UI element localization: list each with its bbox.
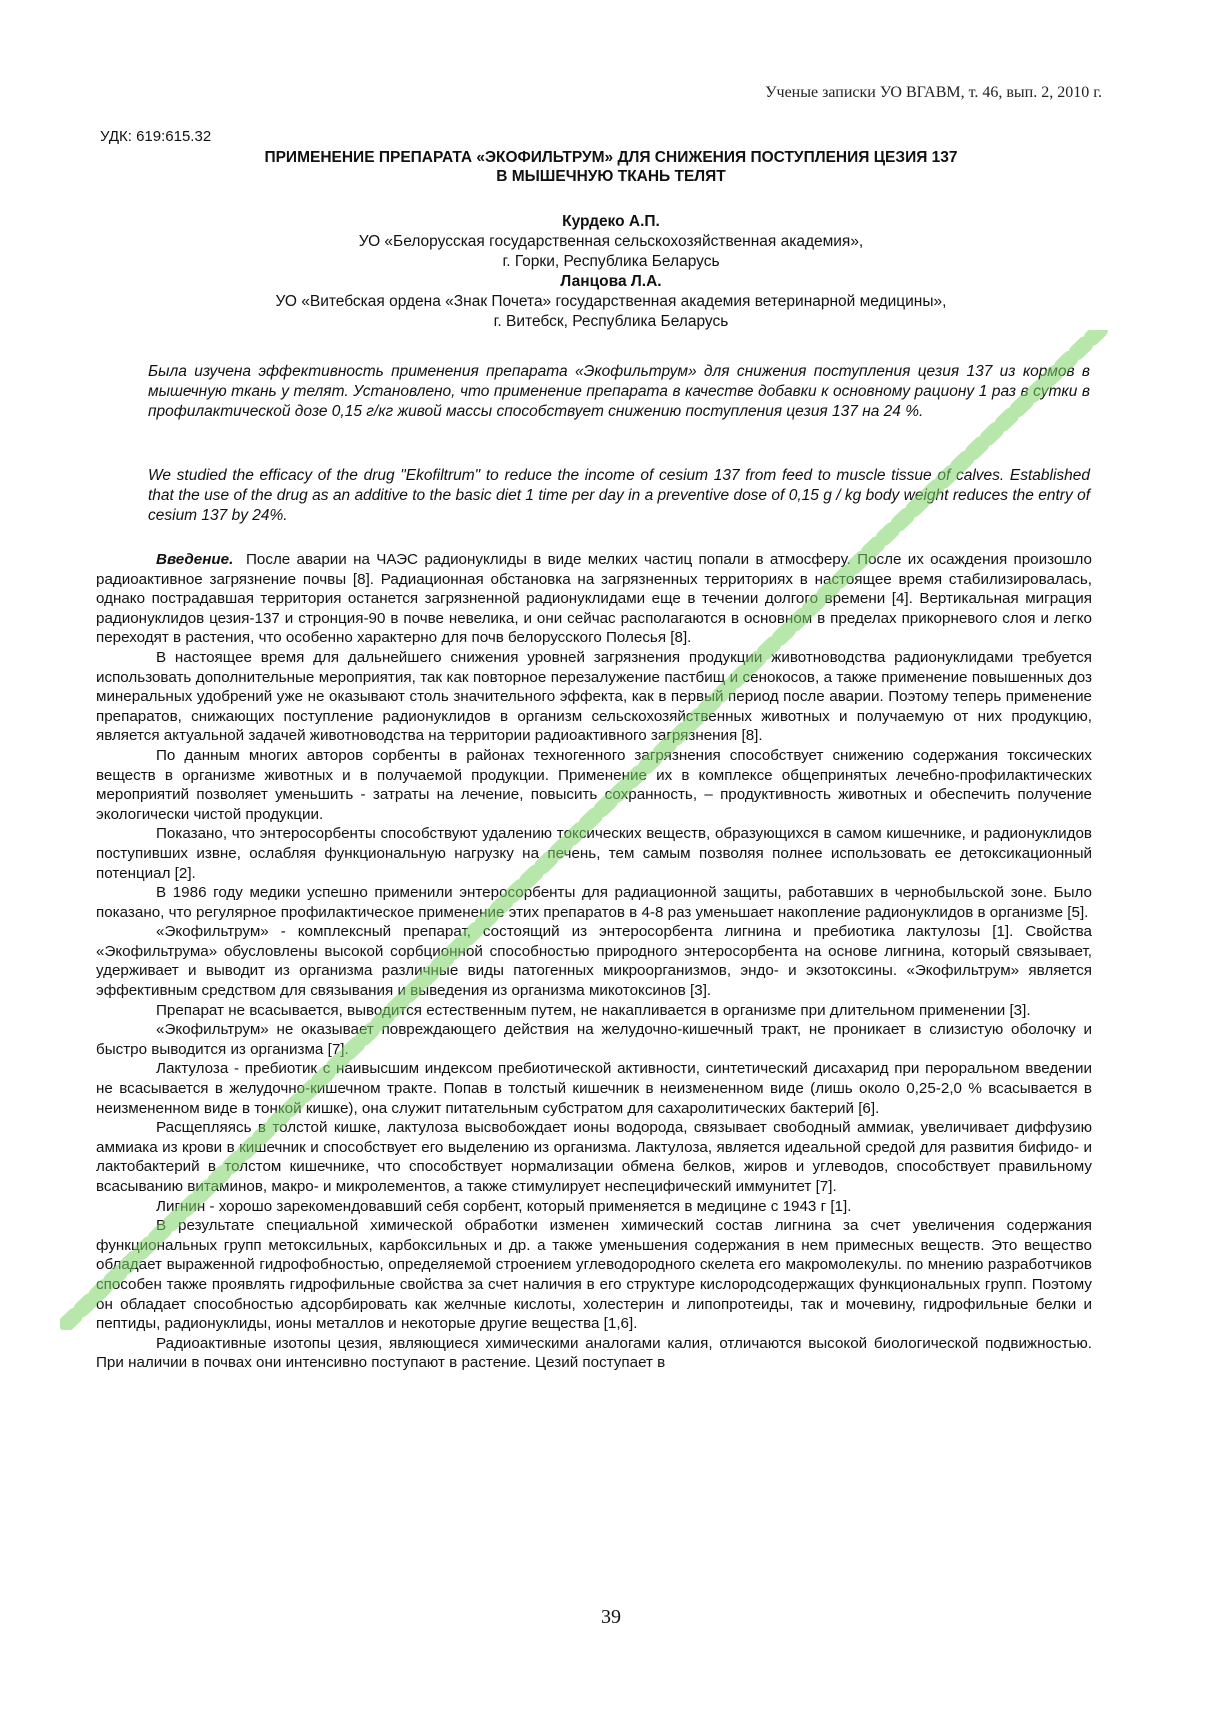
watermark-dash [67, 1316, 75, 1324]
paragraph: Лактулоза - пребиотик с наивысшим индексом пребиотической активности, синтетический дисахарид при пероральном введении не всасывается в желудочно-кишечном тракте. Попав в толстый кишечник в неизмененном виде (лишь около 0,25-2,0 % всасывается в неизмененном виде в тонкой кишке), она служит питательным субстратом для сахаролитических бактерий [6]. [96, 1060, 1092, 1117]
intro-heading: Введение. [156, 551, 234, 568]
author-name: Курдеко А.П. [562, 213, 660, 230]
paragraph: В результате специальной химической обработки изменен химический состав лигнина за счет увеличения содержания функциональных групп метоксильных, карбоксильных и др. а также уменьшения содержания в нем примесных веществ. Это вещество обладает выраженной гидрофобностью, определяемой строением углеводородного скелета его макромолекулы. по мнению разработчиков способен также проявлять гидрофильные свойства за счет наличия в его структуре кислородсодержащих функциональных групп. Поэтому он обладает способностью адсорбировать как желчные кислоты, холестерин и липопротеиды, так и мочевину, гидрофильные белки и пептиды, радионуклиды, ионы металлов и некоторые другие вещества [1,6]. [96, 1217, 1092, 1333]
paragraph-text: После аварии на ЧАЭС радионуклиды в виде мелких частиц попали в атмосферу. После их осаждения произошло радиоактивное загрязнение почвы [8]. Радиационная обстановка на загрязненных территориях в настоящее время стабилизировалась, однако пострадавшая территория останется загрязненной радионуклидами еще в течении долгого времени [4]. Вертикальная миграция радионуклидов цезия-137 и стронция-90 в почве невелика, и они сейчас располагаются в основном в пределах прикорневого слоя и легко переходят в растения, что особенно характерно для почв белорусского Полесья [8]. [96, 551, 1092, 647]
watermark-dash [1077, 344, 1085, 352]
title-line-2: В МЫШЕЧНУЮ ТКАНЬ ТЕЛЯТ [496, 168, 726, 185]
paragraph: Расщепляясь в толстой кишке, лактулоза высвобождает ионы водорода, связывает свободный аммиак, увеличивает диффузию аммиака из крови в кишечник и способствует его выделению из организма. Лактулоза, является идеальной средой для развития бифидо- и лактобактерий в толстом кишечнике, что способствует нормализации обмена белков, жиров и углеводов, способствует правильному всасыванию витаминов, макро- и микролементов, а также стимулирует неспецифический иммунитет [7]. [96, 1119, 1092, 1195]
author-location: г. Горки, Республика Беларусь [502, 253, 720, 270]
paragraph: По данным многих авторов сорбенты в районах техногенного загрязнения способствует снижению содержания токсических веществ в организме животных и в получаемой продукции. Применение их в комплексе общепринятых лечебно-профилактических мероприятий позволяет уменьшить - затраты на лечение, повысить сохранность, – продуктивность животных и обеспечить получение экологически чистой продукции. [96, 746, 1092, 823]
abstract-english: We studied the efficacy of the drug "Ekofiltrum" to reduce the income of cesium 137 from feed to muscle tissue of calves. Established that the use of the drug as an additive to the basic diet 1 time per day in a preventive dose of 0,15 g / kg body weight reduces the entry of cesium 137 by 24%. [148, 467, 1090, 524]
page-number: 39 [601, 1606, 621, 1628]
watermark-dash [988, 430, 996, 438]
title-line-1: ПРИМЕНЕНИЕ ПРЕПАРАТА «ЭКОФИЛЬТРУМ» ДЛЯ СНИЖЕНИЯ ПОСТУПЛЕНИЯ ЦЕЗИЯ 137 [264, 149, 958, 166]
paragraph: Радиоактивные изотопы цезия, являющиеся химическими аналогами калия, отличаются высокой биологической подвижностью. При наличии в почвах они интенсивно поступают в растение. Цезий поступает в [96, 1334, 1092, 1372]
paragraph: Показано, что энтеросорбенты способствуют удалению токсических веществ, образующихся в самом кишечнике, и радионуклидов поступивших извне, ослабляя функциональную нагрузку на печень, тем самым позволяя полнее использовать ее детоксикационный потенциал [2]. [96, 825, 1092, 882]
article-body [96, 550, 1092, 1373]
paragraph [96, 550, 1092, 648]
paragraph: В 1986 году медики успешно применили энтеросорбенты для радиационной защиты, работавших в чернобыльской зоне. Было показано, что регулярное профилактическое применение этих препаратов в 4-8 раз уменьшает накопление радионуклидов в организме [5]. [96, 884, 1092, 921]
paragraph: Лигнин - хорошо зарекомендовавший себя сорбент, который применяется в медицине с 1943 г [1]. [156, 1197, 852, 1215]
watermark-dash [973, 444, 981, 452]
abstract-russian: Была изучена эффективность применения препарата «Экофильтрум» для снижения поступления цезия 137 из кормов в мышечную ткань у телят. Установлено, что применение препарата в качестве добавки к основному рациону 1 раз в сутки в профилактической дозе 0,15 г/кг живой массы способствует снижению поступления цезия 137 на 24 %. [148, 363, 1090, 420]
author-affiliation: УО «Белорусская государственная сельскохозяйственная академия», [358, 233, 864, 250]
udk-code: УДК: 619:615.32 [100, 128, 212, 145]
authors-block [120, 212, 1102, 332]
paragraph: В настоящее время для дальнейшего снижения уровней загрязнения продукции животноводства радионуклидами требуется использовать дополнительные мероприятия, так как повторное перезалужение пастбищ и сенокосов, а также применение повышенных доз минеральных удобрений уже не оказывают столь значительного эффекта, как в первый период после аварии. Поэтому теперь применение препаратов, снижающих поступление радионуклидов в организм сельскохозяйственных животных и получаемую от них продукцию, является актуальной задачей животноводства на территории радиоактивного загрязнения [8]. [96, 648, 1092, 745]
paragraph: Препарат не всасывается, выводится естественным путем, не накапливается в организме при длительном применении [3]. [156, 1001, 1031, 1019]
author-name: Ланцова Л.А. [560, 273, 662, 290]
author-location: г. Витебск, Республика Беларусь [493, 313, 729, 330]
watermark-dash [82, 1301, 90, 1309]
journal-header: Ученые записки УО ВГАВМ, т. 46, вып. 2, 2010 г. [765, 84, 1102, 101]
paragraph: «Экофильтрум» - комплексный препарат, состоящий из энтеросорбента лигнина и пребиотика лактулозы [1]. Свойства «Экофильтрума» обусловлены высокой сорбционной способностью природного энтеросорбента на основе лигнина, который связывает, удерживает и выводит из организма различные виды патогенных микроорганизмов, эндо- и экзотоксины. «Экофильтрум» является эффективным средством для связывания и выведения из организма микотоксинов [3]. [96, 923, 1092, 1000]
paragraph: «Экофильтрум» не оказывает повреждающего действия на желудочно-кишечный тракт, не проникает в слизистую оболочку и быстро выводится из организма [7]. [96, 1021, 1092, 1058]
author-affiliation: УО «Витебская ордена «Знак Почета» государственная академия ветеринарной медицины», [275, 293, 947, 310]
watermark-dash [884, 530, 892, 538]
paper-title [140, 148, 1082, 186]
